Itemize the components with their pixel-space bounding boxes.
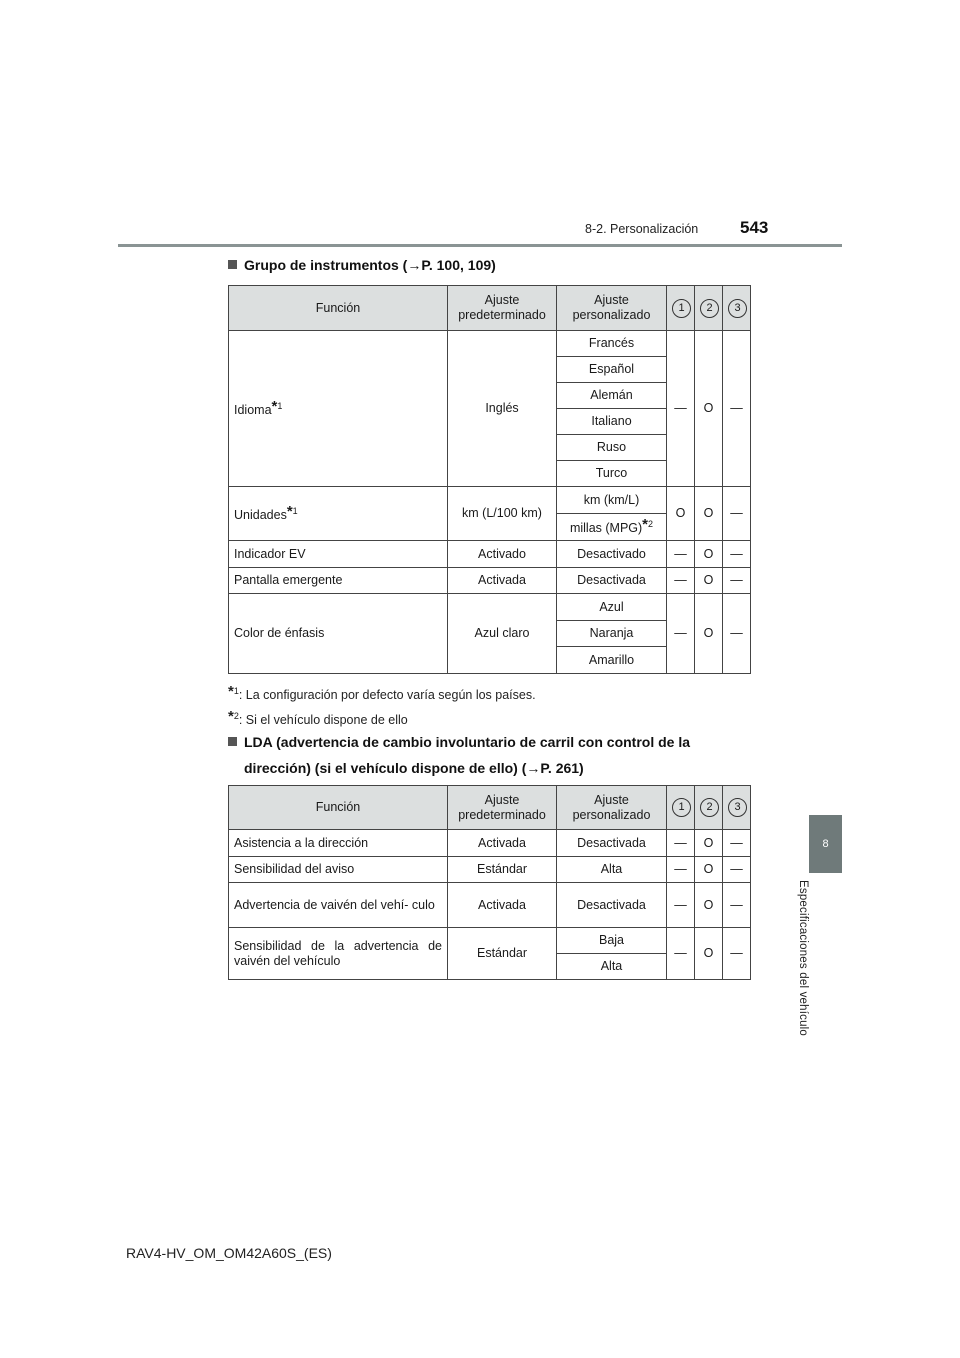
col-header-3 bbox=[723, 786, 751, 830]
table-row bbox=[229, 331, 751, 357]
cell-c3: — bbox=[723, 830, 751, 857]
col-header-default: Ajuste predeterminado bbox=[448, 286, 557, 331]
table-row bbox=[229, 541, 751, 568]
table-row bbox=[229, 928, 751, 954]
table-row bbox=[229, 883, 751, 928]
col-header-3 bbox=[723, 286, 751, 331]
cell-custom: Turco bbox=[557, 461, 667, 487]
cell-c2: O bbox=[695, 331, 723, 487]
cell-funcion: Asistencia a la dirección bbox=[229, 830, 448, 857]
circled-number-2-icon: 2 bbox=[700, 798, 719, 817]
cell-custom: km (km/L) bbox=[557, 487, 667, 514]
col-header-funcion: Función bbox=[229, 286, 448, 331]
col-header-1 bbox=[667, 286, 695, 331]
cell-custom: Desactivada bbox=[557, 883, 667, 928]
cell-custom: Baja bbox=[557, 928, 667, 954]
col-header-custom: Ajuste personalizado bbox=[557, 286, 667, 331]
cell-c1: — bbox=[667, 857, 695, 883]
cell-c1: — bbox=[667, 883, 695, 928]
cell-c1: — bbox=[667, 541, 695, 568]
lda-table bbox=[228, 785, 751, 980]
cell-funcion: Pantalla emergente bbox=[229, 568, 448, 594]
footnote-2: *$^2$: Si el vehículo dispone de ello bbox=[228, 708, 408, 727]
cell-c1: — bbox=[667, 830, 695, 857]
cell-custom: Alemán bbox=[557, 383, 667, 409]
header-divider bbox=[118, 244, 842, 247]
circled-number-3-icon: 3 bbox=[728, 299, 747, 318]
section-title: 8-2. Personalización bbox=[585, 222, 699, 236]
cell-c1: — bbox=[667, 568, 695, 594]
cell-funcion: Advertencia de vaivén del vehí- culo bbox=[229, 883, 448, 928]
cell-custom: Español bbox=[557, 357, 667, 383]
chapter-tab: 8 bbox=[809, 815, 842, 873]
section2-heading-line2: dirección) (si el vehículo dispone de ello) (→P. 261) bbox=[244, 760, 584, 776]
cell-default: Activada bbox=[448, 568, 557, 594]
cell-default: km (L/100 km) bbox=[448, 487, 557, 541]
chapter-title-vertical bbox=[797, 880, 827, 1055]
page-number: 543 bbox=[740, 218, 769, 237]
cell-custom: Ruso bbox=[557, 435, 667, 461]
cell-c2: O bbox=[695, 541, 723, 568]
col-header-2 bbox=[695, 286, 723, 331]
chapter-title-text: Especificaciones del vehículo bbox=[797, 880, 809, 1037]
circled-number-1-icon: 1 bbox=[672, 798, 691, 817]
cell-c2: O bbox=[695, 830, 723, 857]
cell-c1: O bbox=[667, 487, 695, 541]
cell-c1: — bbox=[667, 331, 695, 487]
cell-custom: Desactivada bbox=[557, 568, 667, 594]
table-header-row bbox=[229, 286, 751, 331]
circled-number-3-icon: 3 bbox=[728, 798, 747, 817]
section2-heading bbox=[228, 729, 748, 781]
cell-custom: Azul bbox=[557, 594, 667, 621]
cell-default: Activado bbox=[448, 541, 557, 568]
cell-funcion: Sensibilidad del aviso bbox=[229, 857, 448, 883]
cell-funcion: Indicador EV bbox=[229, 541, 448, 568]
circled-number-1-icon: 1 bbox=[672, 299, 691, 318]
instrument-cluster-table bbox=[228, 285, 751, 674]
square-bullet-icon bbox=[228, 737, 237, 746]
col-header-custom: Ajuste personalizado bbox=[557, 786, 667, 830]
cell-c3: — bbox=[723, 541, 751, 568]
cell-c2: O bbox=[695, 487, 723, 541]
cell-c3: — bbox=[723, 594, 751, 674]
cell-c3: — bbox=[723, 568, 751, 594]
cell-funcion: Sensibilidad de la advertencia de vaivén del vehículo bbox=[229, 928, 448, 980]
cell-c3: — bbox=[723, 857, 751, 883]
cell-custom: Desactivado bbox=[557, 541, 667, 568]
section1-heading bbox=[228, 252, 496, 278]
cell-c3: — bbox=[723, 883, 751, 928]
cell-custom: Alta bbox=[557, 954, 667, 980]
cell-c1: — bbox=[667, 594, 695, 674]
cell-c3: — bbox=[723, 331, 751, 487]
cell-default: Inglés bbox=[448, 331, 557, 487]
col-header-1 bbox=[667, 786, 695, 830]
cell-c2: O bbox=[695, 568, 723, 594]
cell-custom: Desactivada bbox=[557, 830, 667, 857]
cell-c2: O bbox=[695, 594, 723, 674]
cell-c3: — bbox=[723, 928, 751, 980]
cell-custom: Naranja bbox=[557, 621, 667, 647]
table-row bbox=[229, 594, 751, 621]
table-row bbox=[229, 830, 751, 857]
table-row bbox=[229, 487, 751, 514]
cell-custom: Italiano bbox=[557, 409, 667, 435]
cell-custom: millas (MPG)*$^2$ bbox=[557, 514, 667, 541]
cell-funcion: Color de énfasis bbox=[229, 594, 448, 674]
section1-heading-text: Grupo de instrumentos (→P. 100, 109) bbox=[244, 257, 496, 273]
cell-c1: — bbox=[667, 928, 695, 980]
cell-funcion: Unidades*$^1$ bbox=[229, 487, 448, 541]
table-header-row bbox=[229, 786, 751, 830]
cell-default: Activada bbox=[448, 830, 557, 857]
cell-default: Azul claro bbox=[448, 594, 557, 674]
cell-custom: Francés bbox=[557, 331, 667, 357]
square-bullet-icon bbox=[228, 260, 237, 269]
section2-heading-line1: LDA (advertencia de cambio involuntario de carril con control de la bbox=[244, 734, 691, 750]
document-code: RAV4-HV_OM_OM42A60S_(ES) bbox=[126, 1245, 332, 1261]
cell-custom: Alta bbox=[557, 857, 667, 883]
footnote-1: *$^1$: La configuración por defecto varía según los países. bbox=[228, 683, 536, 702]
cell-funcion: Idioma*$^1$ bbox=[229, 331, 448, 487]
col-header-2 bbox=[695, 786, 723, 830]
cell-default: Estándar bbox=[448, 857, 557, 883]
circled-number-2-icon: 2 bbox=[700, 299, 719, 318]
table-row bbox=[229, 568, 751, 594]
col-header-default: Ajuste predeterminado bbox=[448, 786, 557, 830]
cell-default: Estándar bbox=[448, 928, 557, 980]
cell-default: Activada bbox=[448, 883, 557, 928]
cell-c2: O bbox=[695, 928, 723, 980]
table-row bbox=[229, 857, 751, 883]
cell-c3: — bbox=[723, 487, 751, 541]
cell-c2: O bbox=[695, 857, 723, 883]
col-header-funcion: Función bbox=[229, 786, 448, 830]
cell-c2: O bbox=[695, 883, 723, 928]
cell-custom: Amarillo bbox=[557, 647, 667, 674]
